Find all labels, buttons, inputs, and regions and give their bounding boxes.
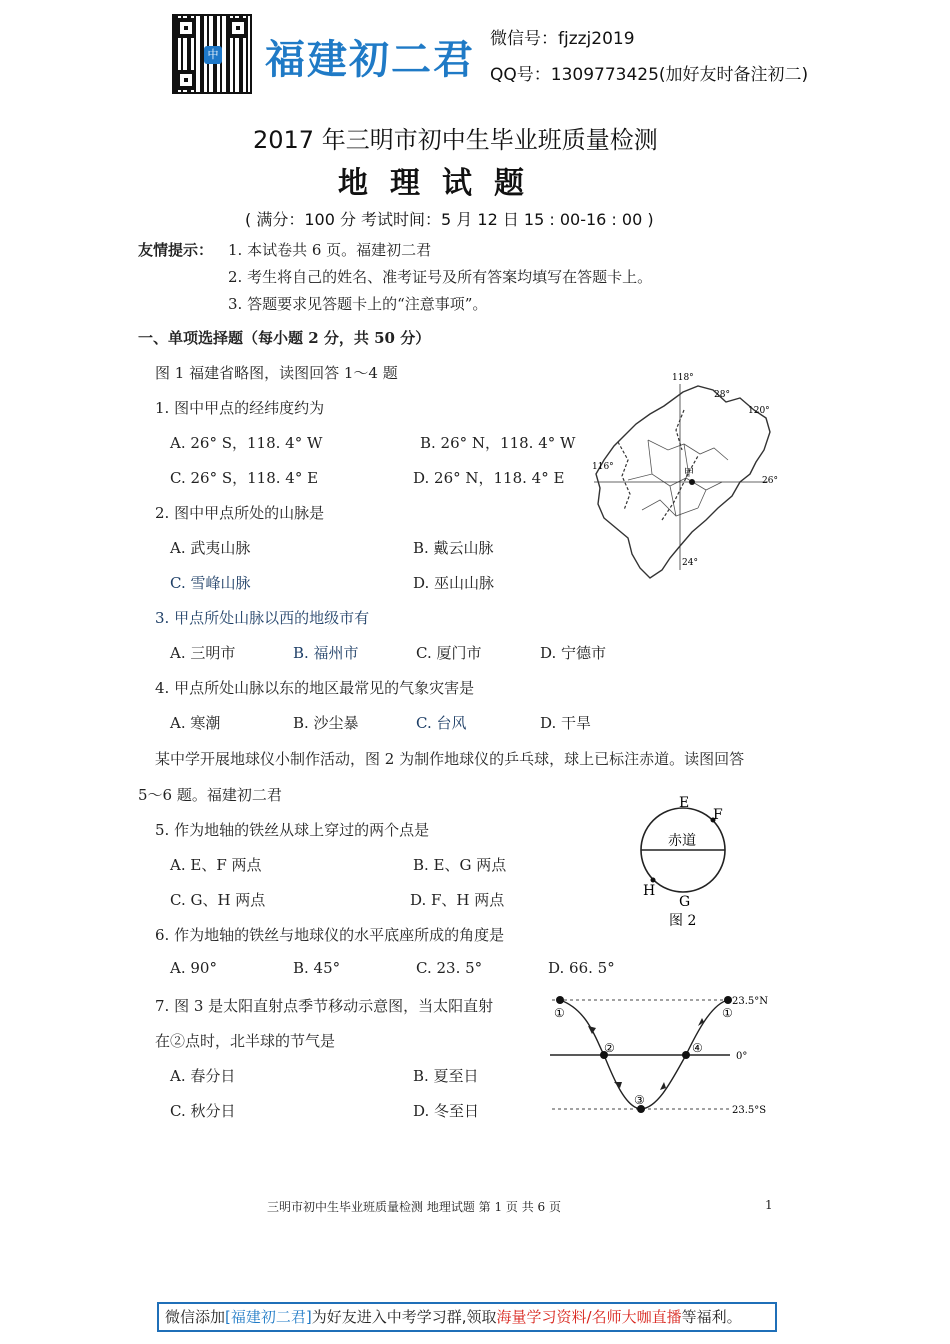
qr-center-logo: 中 bbox=[204, 46, 222, 64]
q2-option-c: C. 雪峰山脉 bbox=[170, 574, 251, 592]
label-0: 0° bbox=[736, 1051, 748, 1062]
q7-option-d: D. 冬至日 bbox=[413, 1102, 480, 1120]
tips-label: 友情提示： bbox=[138, 241, 214, 259]
q1-option-a: A. 26° S，118. 4° W bbox=[170, 434, 323, 452]
point-1-right bbox=[724, 996, 732, 1004]
q2-option-a: A. 武夷山脉 bbox=[170, 539, 251, 557]
label-f: F bbox=[713, 807, 723, 823]
tip-3: 3. 答题要求见答题卡上的“注意事项”。 bbox=[228, 295, 488, 313]
label-24: 24° bbox=[682, 558, 698, 568]
label-g: G bbox=[679, 894, 691, 910]
qq-number: QQ号：1309773425(加好友时备注初二) bbox=[490, 65, 809, 85]
exam-title: 2017 年三明市初中生毕业班质量检测 bbox=[253, 126, 658, 154]
q1-option-c: C. 26° S，118. 4° E bbox=[170, 469, 319, 487]
q5-stem: 5. 作为地轴的铁丝从球上穿过的两个点是 bbox=[155, 821, 430, 839]
section-heading: 一、单项选择题（每小题 2 分，共 50 分） bbox=[138, 329, 431, 347]
q6-stem: 6. 作为地轴的铁丝与地球仪的水平底座所成的角度是 bbox=[155, 926, 505, 944]
intro-q5-6-line1: 某中学开展地球仪小制作活动，图 2 为制作地球仪的乒乓球，球上已标注赤道。读图回答 bbox=[155, 750, 745, 768]
q5-option-d: D. F、H 两点 bbox=[410, 891, 505, 909]
wuyi-mountains bbox=[618, 410, 684, 510]
caption-fig2: 图 2 bbox=[669, 913, 697, 929]
label-p1-right: ① bbox=[722, 1006, 733, 1020]
q5-option-c: C. G、H 两点 bbox=[170, 891, 266, 909]
label-equator: 赤道 bbox=[668, 833, 696, 849]
banner-brand: [福建初二君] bbox=[225, 1308, 312, 1326]
label-118: 118° bbox=[672, 373, 694, 383]
point-1-left bbox=[556, 996, 564, 1004]
q6-option-b: B. 45° bbox=[293, 959, 341, 977]
point-jia bbox=[689, 479, 695, 485]
q4-option-b: B. 沙尘暴 bbox=[293, 714, 359, 732]
q1-stem: 1. 图中甲点的经纬度约为 bbox=[155, 399, 325, 417]
banner-highlight: 海量学习资料/名师大咖直播 bbox=[496, 1308, 682, 1326]
figure-3-subsolar bbox=[548, 990, 778, 1120]
q7-option-a: A. 春分日 bbox=[170, 1067, 236, 1085]
intro-q5-6-line2: 5～6 题。福建初二君 bbox=[138, 786, 282, 804]
label-26: 26° bbox=[762, 476, 778, 486]
label-23n: 23.5°N bbox=[732, 996, 769, 1007]
tip-2: 2. 考生将自己的姓名、准考证号及所有答案均填写在答题卡上。 bbox=[228, 268, 653, 286]
q4-stem: 4. 甲点所处山脉以东的地区最常见的气象灾害是 bbox=[155, 679, 475, 697]
q2-stem: 2. 图中甲点所处的山脉是 bbox=[155, 504, 325, 522]
q4-option-d: D. 干旱 bbox=[540, 714, 592, 732]
page-number: 1 bbox=[765, 1198, 773, 1212]
point-h bbox=[651, 878, 656, 883]
arrow-3 bbox=[660, 1082, 666, 1090]
banner-text-1: 微信添加 bbox=[165, 1308, 226, 1326]
qr-code bbox=[172, 14, 252, 94]
figure-1-fujian-map bbox=[588, 370, 788, 585]
q7-stem-line1: 7. 图 3 是太阳直射点季节移动示意图，当太阳直射 bbox=[155, 997, 494, 1015]
brand-title: 福建初二君 bbox=[265, 37, 475, 83]
intro-q1-4: 图 1 福建省略图，读图回答 1～4 题 bbox=[155, 364, 398, 382]
exam-info: ( 满分：100 分 考试时间：5 月 12 日 15 : 00-16 : 00 ) bbox=[245, 210, 654, 229]
label-23s: 23.5°S bbox=[732, 1105, 767, 1116]
arrow-1 bbox=[588, 1026, 596, 1034]
q4-option-a: A. 寒潮 bbox=[170, 714, 221, 732]
q1-option-b: B. 26° N，118. 4° W bbox=[420, 434, 576, 452]
label-116: 116° bbox=[592, 462, 614, 472]
q2-option-d: D. 巫山山脉 bbox=[413, 574, 495, 592]
label-28: 28° bbox=[714, 390, 730, 400]
label-e: E bbox=[679, 795, 690, 811]
label-p2: ② bbox=[604, 1041, 615, 1055]
q1-option-d: D. 26° N，118. 4° E bbox=[413, 469, 565, 487]
q7-stem-line2: 在②点时，北半球的节气是 bbox=[155, 1032, 336, 1050]
label-120: 120° bbox=[748, 406, 770, 416]
q5-option-a: A. E、F 两点 bbox=[170, 856, 262, 874]
q5-option-b: B. E、G 两点 bbox=[413, 856, 507, 874]
figure-2-globe bbox=[635, 795, 735, 935]
q3-stem: 3. 甲点所处山脉以西的地级市有 bbox=[155, 609, 370, 627]
q6-option-d: D. 66. 5° bbox=[548, 959, 615, 977]
banner-text-2: 为好友进入中考学习群,领取 bbox=[311, 1308, 497, 1326]
q6-option-a: A. 90° bbox=[170, 959, 217, 977]
promo-banner[interactable] bbox=[157, 1302, 777, 1332]
q4-option-c: C. 台风 bbox=[416, 714, 467, 732]
label-p3: ③ bbox=[634, 1093, 645, 1107]
point-4 bbox=[682, 1051, 690, 1059]
city-boundaries bbox=[628, 440, 728, 516]
q3-option-c: C. 厦门市 bbox=[416, 644, 482, 662]
q3-option-d: D. 宁德市 bbox=[540, 644, 607, 662]
label-jia: 甲 bbox=[684, 468, 694, 479]
q2-option-b: B. 戴云山脉 bbox=[413, 539, 494, 557]
q7-option-b: B. 夏至日 bbox=[413, 1067, 479, 1085]
label-p1-left: ① bbox=[554, 1006, 565, 1020]
label-h: H bbox=[643, 883, 656, 899]
q7-option-c: C. 秋分日 bbox=[170, 1102, 236, 1120]
q3-option-b: B. 福州市 bbox=[293, 644, 359, 662]
arrow-4 bbox=[698, 1018, 704, 1026]
wechat-id: 微信号：fjzzj2019 bbox=[490, 29, 635, 49]
tip-1: 1. 本试卷共 6 页。福建初二君 bbox=[228, 241, 432, 259]
q6-option-c: C. 23. 5° bbox=[416, 959, 483, 977]
q3-option-a: A. 三明市 bbox=[170, 644, 236, 662]
banner-text-3: 等福利。 bbox=[681, 1308, 742, 1326]
page-footer: 三明市初中生毕业班质量检测 地理试题 第 1 页 共 6 页 bbox=[267, 1200, 561, 1214]
label-p4: ④ bbox=[692, 1041, 703, 1055]
exam-subject: 地理试题 bbox=[338, 166, 546, 201]
